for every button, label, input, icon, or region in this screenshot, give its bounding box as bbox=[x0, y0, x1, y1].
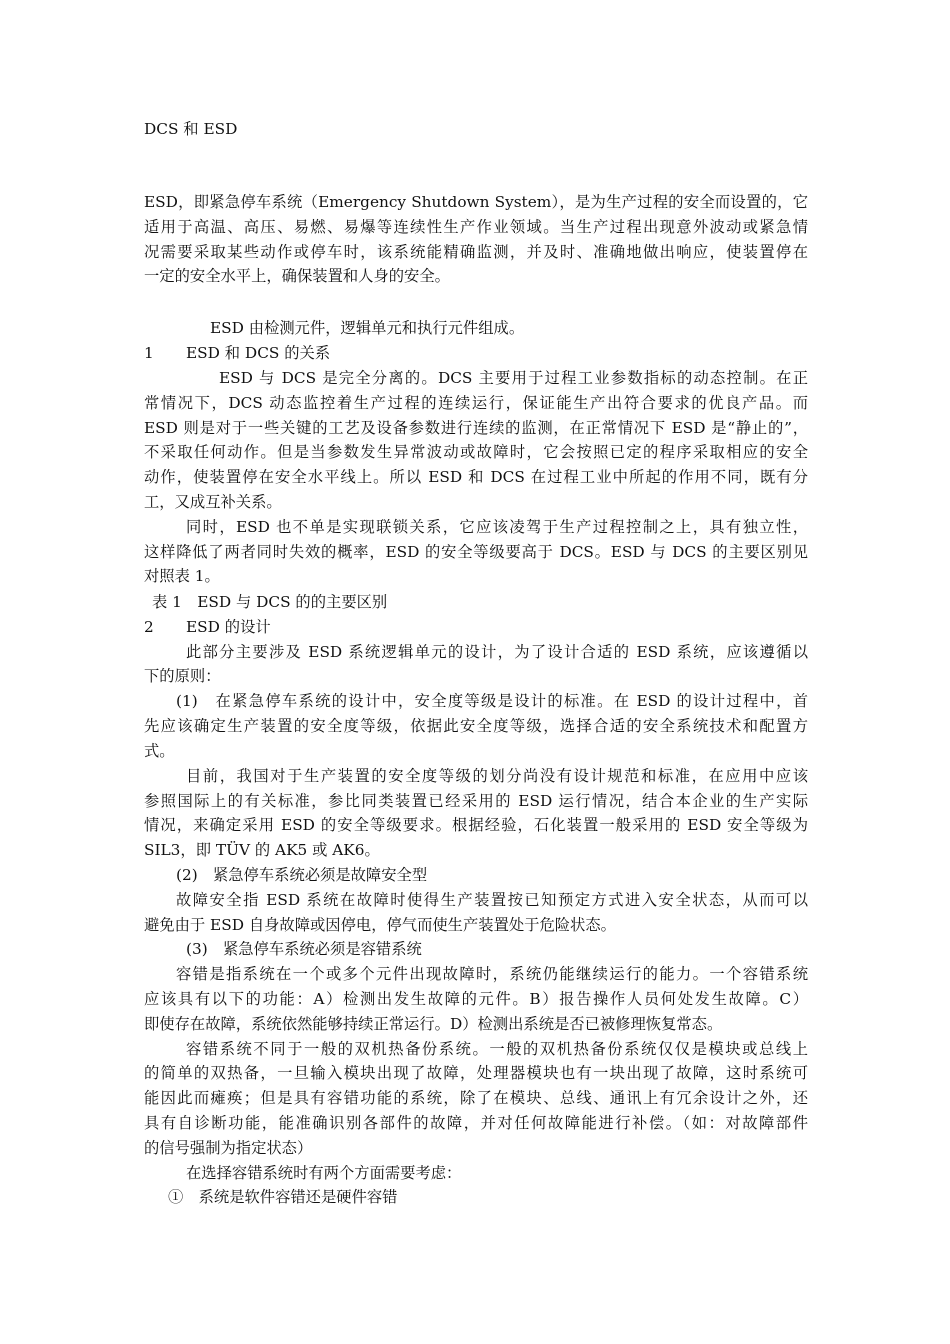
para-sil-line: SIL3，即 TÜV 的 AK5 或 AK6。 bbox=[144, 841, 380, 859]
para-relation-line: 不采取任何动作。但是当参数发生异常波动或故障时，它会按照已定的程序采取相应的安全 bbox=[144, 443, 808, 461]
para-redundancy-line: 容错系统不同于一般的双机热备份系统。一般的双机热备份系统仅仅是模块或总线上 bbox=[186, 1040, 808, 1058]
table-caption: 表 1 ESD 与 DCS 的的主要区别 bbox=[152, 593, 388, 611]
para-independence-line: 这样降低了两者同时失效的概率，ESD 的安全等级要高于 DCS。ESD 与 DCS 的主要区别见 bbox=[144, 543, 808, 561]
para-independence-line: 对照表 1。 bbox=[144, 567, 220, 585]
para-fault-tolerance-line: 应该具有以下的功能：A）检测出发生故障的元件。B）报告操作人员何处发生故障。C） bbox=[144, 990, 808, 1008]
principle-2-heading: (2) 紧急停车系统必须是故障安全型 bbox=[176, 866, 428, 884]
principle-1-line: 式。 bbox=[144, 742, 175, 760]
para-intro-line: 适用于高温、高压、易燃、易爆等连续性生产作业领域。当生产过程出现意外波动或紧急情 bbox=[144, 218, 808, 236]
para-design-intro-line: 下的原则： bbox=[144, 667, 221, 685]
para-intro-line: ESD，即紧急停车系统（Emergency Shutdown System），是为生产过程的安全而设置的，它 bbox=[144, 193, 808, 211]
para-independence-line: 同时，ESD 也不单是实现联锁关系，它应该凌驾于生产过程控制之上，具有独立性， bbox=[186, 518, 808, 536]
section-1-number: 1 bbox=[144, 344, 154, 362]
para-intro-line: 一定的安全水平上，确保装置和人身的安全。 bbox=[144, 267, 450, 285]
para-relation-line: 工，又成互补关系。 bbox=[144, 493, 282, 511]
para-fault-tolerance-line: 即使存在故障，系统依然能够持续正常运行。D）检测出系统是否已被修理恢复常态。 bbox=[144, 1015, 723, 1033]
document-title: DCS 和 ESD bbox=[144, 120, 238, 138]
para-relation-line: 动作，使装置停在安全水平线上。所以 ESD 和 DCS 在过程工业中所起的作用不同，既有分 bbox=[144, 468, 808, 486]
principle-3-heading: (3) 紧急停车系统必须是容错系统 bbox=[186, 940, 422, 958]
para-fault-tolerance-line: 容错是指系统在一个或多个元件出现故障时，系统仍能继续运行的能力。一个容错系统 bbox=[176, 965, 808, 983]
para-relation-line: 常情况下，DCS 动态监控着生产过程的连续运行，保证能生产出符合要求的优良产品。而 bbox=[144, 394, 808, 412]
para-failsafe-line: 避免由于 ESD 自身故障或因停电，停气而使生产装置处于危险状态。 bbox=[144, 916, 616, 934]
principle-1-line: 先应该确定生产装置的安全度等级，依据此安全度等级，选择合适的安全系统技术和配置方 bbox=[144, 717, 808, 735]
para-design-intro-line: 此部分主要涉及 ESD 系统逻辑单元的设计，为了设计合适的 ESD 系统，应该遵循以 bbox=[186, 643, 808, 661]
principle-1-line: (1) 在紧急停车系统的设计中，安全度等级是设计的标准。在 ESD 的设计过程中，首 bbox=[176, 692, 808, 710]
section-2-number: 2 bbox=[144, 618, 154, 636]
para-redundancy-line: 的信号强制为指定状态） bbox=[144, 1139, 313, 1157]
section-1-heading: ESD 和 DCS 的关系 bbox=[186, 344, 331, 362]
para-sil-line: 目前，我国对于生产装置的安全度等级的划分尚没有设计规范和标准，在应用中应该 bbox=[186, 767, 808, 785]
consideration-1: ① 系统是软件容错还是硬件容错 bbox=[168, 1188, 398, 1206]
para-failsafe-line: 故障安全指 ESD 系统在故障时使得生产装置按已知预定方式进入安全状态，从而可以 bbox=[176, 891, 808, 909]
para-redundancy-line: 的简单的双热备，一旦输入模块出现了故障，处理器模块也有一块出现了故障，这时系统可 bbox=[144, 1064, 808, 1082]
para-redundancy-line: 能因此而瘫痪；但是具有容错功能的系统，除了在模块、总线、通讯上有冗余设计之外，还 bbox=[144, 1089, 808, 1107]
para-redundancy-line: 具有自诊断功能，能准确识别各部件的故障，并对任何故障能进行补偿。（如：对故障部件 bbox=[144, 1114, 808, 1132]
para-considerations: 在选择容错系统时有两个方面需要考虑： bbox=[186, 1164, 462, 1182]
para-sil-line: 参照国际上的有关标准，参比同类装置已经采用的 ESD 运行情况，结合本企业的生产实际 bbox=[144, 792, 808, 810]
para-sil-line: 情况，来确定采用 ESD 的安全等级要求。根据经验，石化装置一般采用的 ESD 安全等级为 bbox=[144, 816, 808, 834]
para-components: ESD 由检测元件，逻辑单元和执行元件组成。 bbox=[210, 319, 525, 337]
para-intro-line: 况需要采取某些动作或停车时，该系统能精确监测，并及时、准确地做出响应，使装置停在 bbox=[144, 243, 808, 261]
section-2-heading: ESD 的设计 bbox=[186, 618, 271, 636]
para-relation-line: ESD 则是对于一些关键的工艺及设备参数进行连续的监测，在正常情况下 ESD 是“静止的”， bbox=[144, 419, 808, 437]
para-relation-line: ESD 与 DCS 是完全分离的。DCS 主要用于过程工业参数指标的动态控制。在正 bbox=[219, 369, 808, 387]
